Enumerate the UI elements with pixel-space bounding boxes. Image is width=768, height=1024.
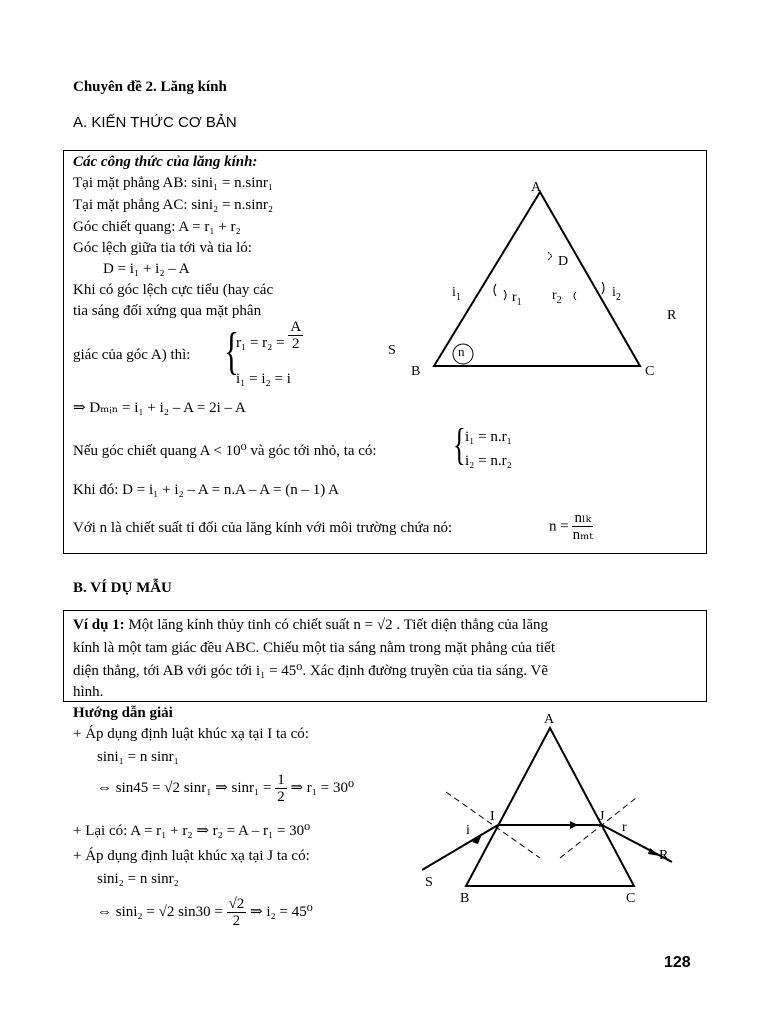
eq2-numerator: 1 [277,772,285,788]
section-a-title: A. KIẾN THỨC CƠ BẢN [73,114,237,131]
formula-ab: Tại mặt phẳng AB: sini₁ = n.sinr₁ [73,175,274,191]
medium-n-label: n [458,344,465,359]
solution-step-1: + Áp dụng định luật khúc xạ tại I ta có: [73,726,309,742]
min-deviation-result: ⇒ Dₘᵢₙ = i₁ + i₂ – A = 2i – A [73,400,246,416]
eq4-denominator: 2 [232,913,241,929]
deviation-formula: D = i₁ + i₂ – A [103,261,190,277]
left-brace-small: { [453,420,466,469]
prism-diagram [380,180,700,390]
min-deviation-line-3: giác của góc A) thì: [73,347,191,363]
vertex-c-label: C [645,364,655,379]
chapter-title: Chuyên đề 2. Lăng kính [73,79,227,95]
example-line-2: kính là một tam giác đều ABC. Chiếu một tia sáng nằm trong mặt phẳng của tiết [73,640,555,656]
angle-arc-i2 [602,282,604,294]
example-line-3: diện thẳng, tới AB với góc tới i₁ = 45⁰. Xác định đường truyền của tia sáng. Vẽ [73,663,549,679]
small-angle-text: Nếu góc chiết quang A < 10⁰ và góc tới nhỏ, ta có: [73,443,377,459]
point-j-label: J [599,809,605,824]
point-i-label: I [490,809,495,824]
angle-arc-d [548,252,552,260]
ray-r-label: R [667,308,677,323]
solution-eq-3: sini₂ = n sinr₂ [97,871,179,887]
system-i-equation: i₁ = i₂ = i [236,371,291,387]
angle-arc-r2 [574,292,576,300]
angle-r2-label: $r_2$ [552,288,562,306]
sol-ray-r-label: R [659,848,669,863]
equilateral-prism [466,728,634,886]
ray-path-diagram [410,710,700,910]
solution-step-3: + Áp dụng định luật khúc xạ tại J ta có: [73,848,310,864]
solution-eq-4: ⇔ sini₂ = √2 sin30 = $\frac{√2}{2}$ ⇒ i₂ = 45⁰ [97,896,313,929]
eq2-denominator: 2 [277,789,285,805]
formula-angle: Góc chiết quang: A = r₁ + r₂ [73,219,241,235]
left-brace: { [224,323,239,380]
index-denominator: nₘₜ [572,527,593,543]
sol-vertex-b-label: B [460,891,470,906]
small-system-2: i₂ = n.r₂ [465,453,512,469]
solution-step-2: + Lại có: A = r₁ + r₂ ⇒ r₂ = A – r₁ = 30⁰ [73,823,311,839]
angle-arc-r1 [504,290,506,300]
section-b-title: B. VÍ DỤ MẪU [73,580,172,596]
angle-i-label: i [466,823,470,838]
solution-eq-2: ⇔ sin45 = √2 sinr₁ ⇒ sinr₁ = $\frac{1}{2}$ ⇒ r₁ = 30⁰ [97,772,354,805]
page-number: 128 [664,954,691,971]
angle-i2-label: $i_2$ [612,285,621,303]
angle-r1-label: $r_1$ [512,290,522,308]
example-line-1: Ví dụ 1: Một lăng kính thủy tinh có chiết suất n = √2 . Tiết diện thẳng của lăng [73,617,548,633]
solution-eq-1: sini₁ = n sinr₁ [97,749,179,765]
angle-r-label: r [622,820,627,835]
ray-s-label: S [388,343,396,358]
formulas-heading: Các công thức của lăng kính: [73,154,258,170]
deviation-label: Góc lệch giữa tia tới và tia ló: [73,240,252,256]
angle-arc-i1 [494,284,496,296]
system-r-equation: r₁ = r₂ = $\frac{A}{2}$ [236,319,302,353]
example-line-4: hình. [73,684,104,700]
refracted-arrow [570,821,578,829]
index-numerator: nₗₖ [574,510,592,526]
relative-index-formula: n = $\frac{\text{nₗₖ}}{\text{nₘₜ}}$ [549,510,593,543]
vertex-b-label: B [411,364,421,379]
min-deviation-line-2: tia sáng đối xứng qua mặt phân [73,303,262,319]
fraction-denominator: 2 [292,336,300,353]
vertex-a-label: A [531,180,542,195]
angle-i1-label: $i_1$ [452,285,461,303]
sol-vertex-c-label: C [626,891,636,906]
then-formula: Khi đó: D = i₁ + i₂ – A = n.A – A = (n – 1) A [73,482,339,498]
min-deviation-line-1: Khi có góc lệch cực tiểu (hay các [73,282,274,298]
deviation-d-label: D [558,254,569,269]
example-label: Ví dụ 1: [73,617,125,633]
formula-ac: Tại mặt phẳng AC: sini₂ = n.sinr₂ [73,197,274,213]
sol-ray-s-label: S [425,875,433,890]
eq4-numerator: √2 [228,896,245,912]
prism-triangle [434,192,640,366]
solution-heading: Hướng dẫn giải [73,705,173,721]
index-text: Với n là chiết suất tỉ đối của lăng kính với môi trường chứa nó: [73,520,453,536]
sol-vertex-a-label: A [544,712,555,727]
small-system-1: i₁ = n.r₁ [465,429,512,445]
fraction-numerator: A [290,319,302,336]
